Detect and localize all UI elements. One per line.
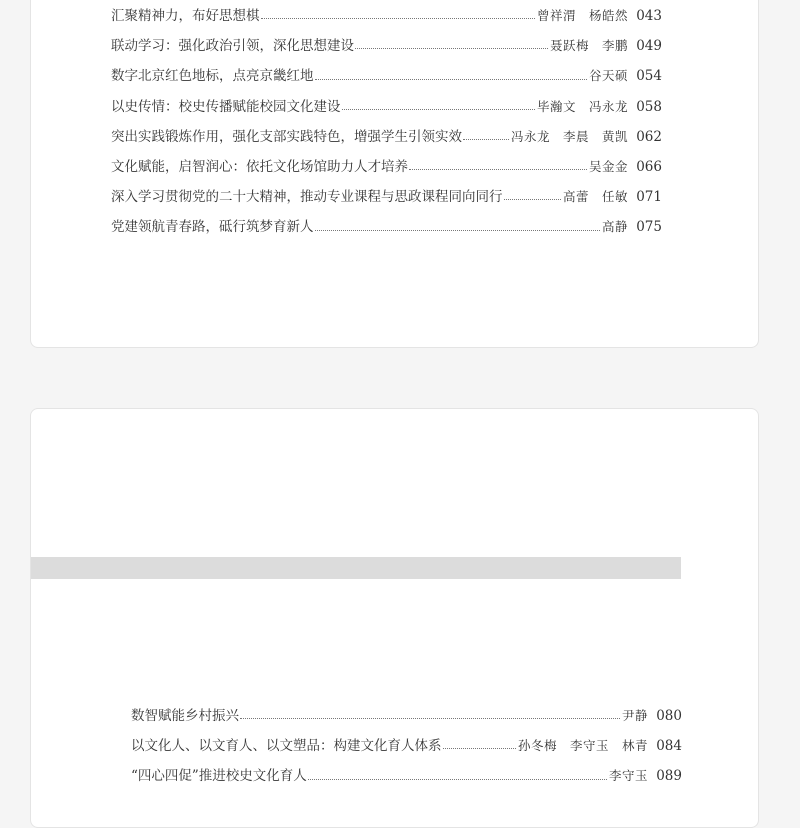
- toc-entry-title: “四心四促”推进校史文化育人: [131, 768, 307, 785]
- toc-entry[interactable]: [131, 701, 682, 731]
- toc-entry-authors: 吴金金: [588, 158, 628, 174]
- toc-entry-page-number: 062: [636, 128, 662, 145]
- dot-leader: [342, 109, 535, 110]
- toc-entry-page-number: 071: [636, 189, 662, 206]
- toc-entry-authors: 尹静: [621, 708, 648, 723]
- toc-entry-authors: 曾祥渭 杨皓然: [536, 8, 628, 23]
- toc-entry-title: 深入学习贯彻党的二十大精神，推动专业课程与思政课程同向同行: [111, 189, 503, 206]
- dot-leader: [308, 779, 607, 780]
- dot-leader: [315, 230, 600, 231]
- toc-entry-authors: 孙冬梅 李守玉 林青: [517, 738, 648, 754]
- toc-entry-page-number: 058: [636, 98, 662, 115]
- toc-entry-page-number: 054: [636, 68, 662, 85]
- toc-entry-title: 数智赋能乡村振兴: [131, 708, 239, 724]
- toc-entry-page-number: 075: [636, 219, 662, 236]
- dot-leader: [504, 199, 561, 200]
- toc-entry[interactable]: [111, 31, 662, 61]
- toc-entry-title: 以史传情：校史传播赋能校园文化建设: [111, 98, 341, 115]
- toc-entry-page-number: 089: [656, 768, 682, 785]
- toc-entry[interactable]: [111, 1, 662, 31]
- toc-entry-page-number: 066: [636, 158, 662, 175]
- toc-entry-title: 汇聚精神力，布好思想棋: [111, 8, 260, 24]
- toc-entry[interactable]: [111, 122, 662, 152]
- toc-entry[interactable]: [111, 152, 662, 182]
- toc-entry-page-number: 043: [636, 8, 662, 24]
- toc-entry[interactable]: [111, 182, 662, 212]
- toc-entry-title: 联动学习：强化政治引领，深化思想建设: [111, 38, 354, 55]
- toc-entry-authors: 聂跃梅 李鹏: [549, 38, 628, 54]
- dot-leader: [261, 18, 535, 19]
- dot-leader: [355, 48, 548, 49]
- toc-entry-authors: 高静: [601, 219, 628, 235]
- toc-page-bottom: [30, 408, 759, 828]
- toc-entry-authors: 高蕾 任敏: [562, 189, 628, 205]
- toc-entry-title: 文化赋能，启智润心：依托文化场馆助力人才培养: [111, 158, 408, 175]
- dot-leader: [409, 169, 587, 170]
- toc-entry[interactable]: [111, 61, 662, 91]
- toc-entry[interactable]: [111, 92, 662, 122]
- toc-entry-title: 数字北京红色地标，点亮京畿红地: [111, 68, 314, 85]
- toc-entry-title: 以文化人、以文育人、以文塑品：构建文化育人体系: [131, 738, 442, 755]
- dot-leader: [463, 139, 509, 140]
- dot-leader: [240, 718, 620, 719]
- toc-entry[interactable]: [131, 731, 682, 761]
- toc-entry[interactable]: [131, 761, 682, 791]
- toc-entry-authors: 李守玉: [608, 768, 648, 784]
- toc-list: [131, 701, 682, 792]
- toc-entry-title: 党建领航青春路，砥行筑梦育新人: [111, 219, 314, 236]
- toc-entry-page-number: 084: [656, 738, 682, 755]
- toc-entry-page-number: 080: [656, 708, 682, 724]
- toc-entry-authors: 毕瀚文 冯永龙: [536, 98, 628, 114]
- toc-entry[interactable]: [111, 212, 662, 242]
- toc-entry-authors: 谷天硕: [588, 68, 628, 84]
- toc-page-top: [30, 0, 759, 348]
- toc-entry-page-number: 049: [636, 38, 662, 55]
- dot-leader: [443, 748, 516, 749]
- dot-leader: [315, 79, 587, 80]
- toc-entry-title: 突出实践锻炼作用，强化支部实践特色，增强学生引领实效: [111, 128, 462, 145]
- toc-entry-authors: 冯永龙 李晨 黄凯: [510, 128, 628, 144]
- toc-list: [111, 1, 662, 243]
- section-divider-band: [31, 557, 681, 579]
